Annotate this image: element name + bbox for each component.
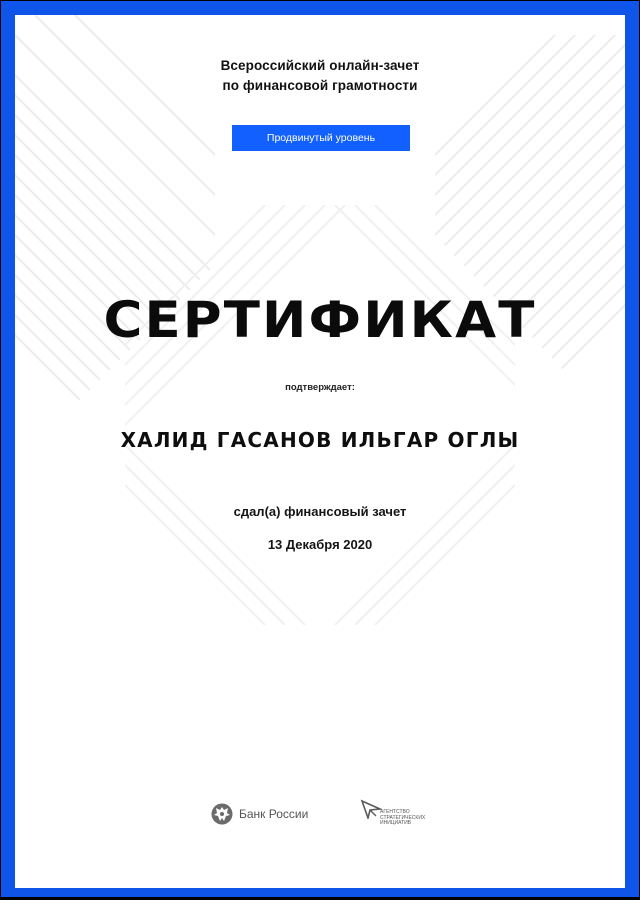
- asi-text-line-1: АГЕНТСТВО: [380, 809, 410, 815]
- header-line-2: по финансовой грамотности: [222, 78, 418, 93]
- asi-arrow-icon: [360, 799, 382, 819]
- asi-text: [380, 810, 425, 827]
- certificate-date: 13 Декабря 2020: [267, 537, 373, 552]
- asi-text-line-3: ИНИЦИАТИВ: [380, 820, 412, 826]
- level-badge: Продвинутый уровень: [232, 125, 410, 151]
- passed-statement: сдал(а) финансовый зачет: [233, 504, 407, 519]
- bank-of-russia-text: Банк России: [239, 807, 309, 821]
- certificate-frame: [1, 1, 639, 897]
- certificate-title: СЕРТИФИКАТ: [103, 291, 537, 349]
- confirms-label: подтверждает:: [285, 382, 355, 393]
- bank-of-russia-logo: [211, 801, 308, 827]
- double-headed-eagle-icon: [211, 803, 233, 825]
- asi-text-line-2: СТРАТЕГИЧЕСКИХ: [380, 814, 426, 821]
- header-line-1: Всероссийский онлайн-зачет: [220, 58, 420, 73]
- recipient-name: ХАЛИД ГАСАНОВ ИЛЬГАР ОГЛЫ: [120, 428, 520, 452]
- asi-logo: [360, 799, 440, 831]
- certificate-sheet: [15, 15, 625, 888]
